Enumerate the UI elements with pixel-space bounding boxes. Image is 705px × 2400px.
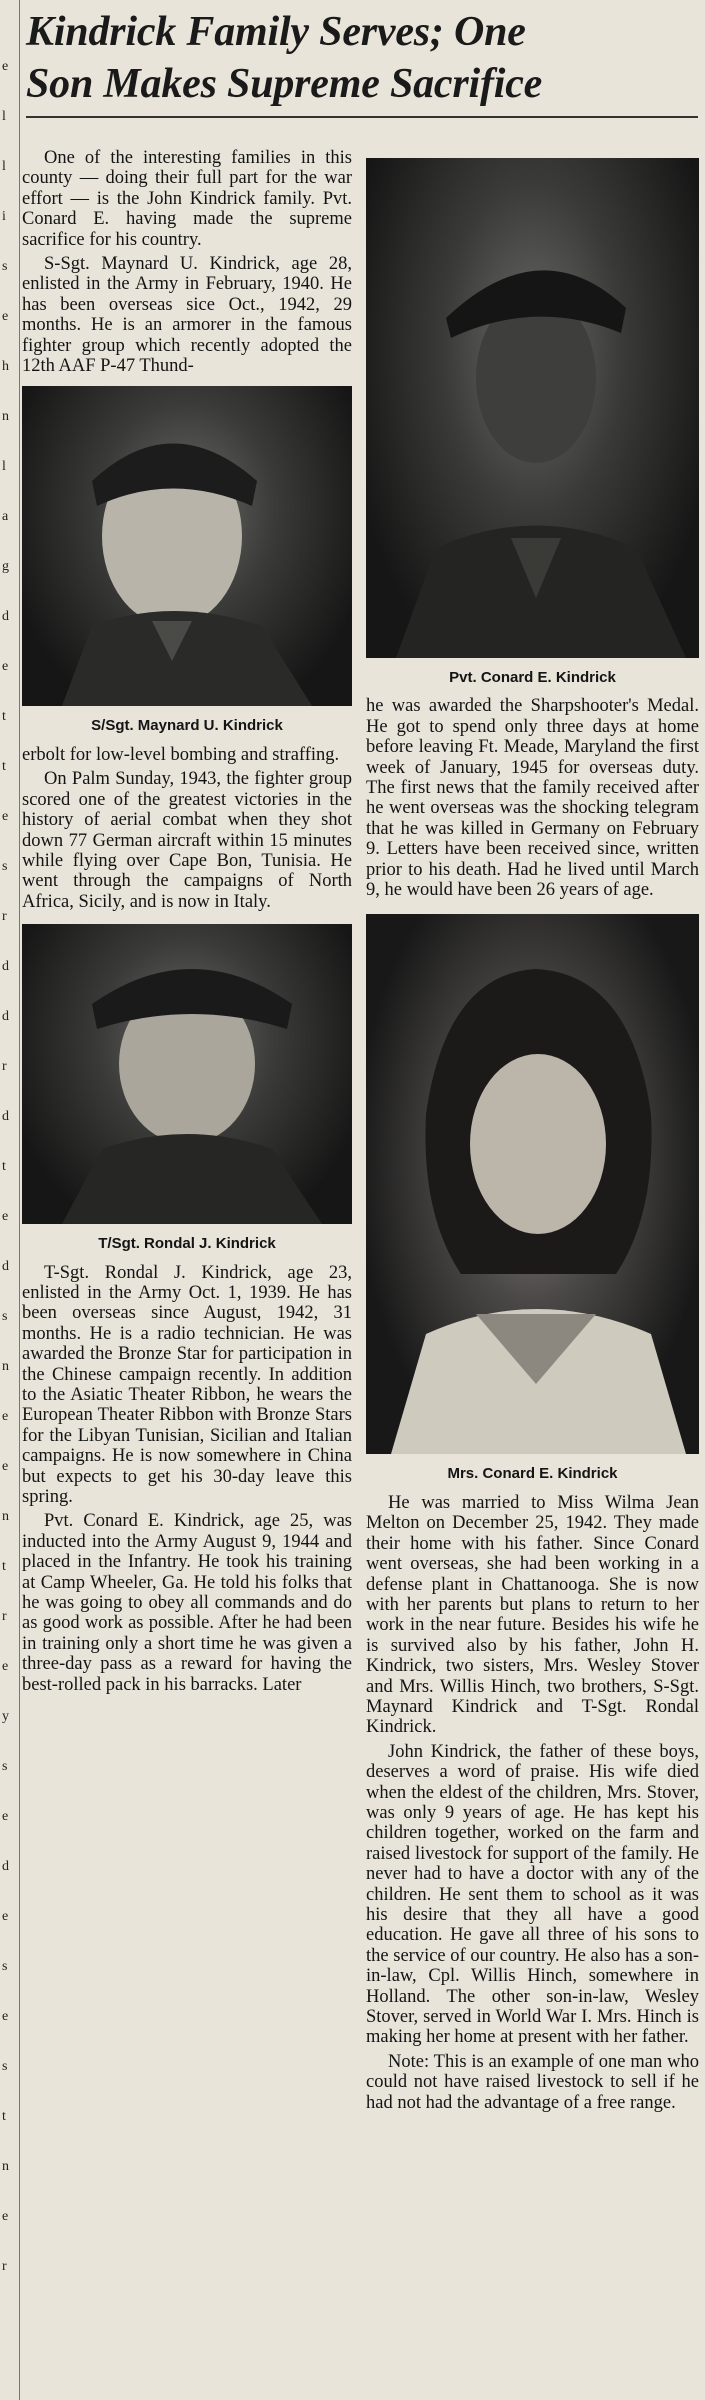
article-paragraph: He was married to Miss Wilma Jean Melton on December 25, 1942. They made their home with his father. Since Conard went overseas, she had been working in a defense plant in Chattanooga. She is now with her parents but plans to return to her work in the near future. Besides his wife he is survived also by his father, John H. Kindrick, two sisters, Mrs. Wesley Stover and Mrs. Willis Hinch, two brothers, S-Sgt. Maynard Kindrick and T-Sgt. Rondal Kindrick.: [366, 1492, 699, 1738]
article-paragraph: On Palm Sunday, 1943, the fighter group scored one of the greatest victories in the history of aerial combat when they shot down 77 German aircraft within 15 minutes while flying over Cape Bon, Tunisia. He went through the campaigns of North Africa, Sicily, and is now in Italy.: [22, 769, 352, 912]
edge-fragment: t: [2, 759, 6, 774]
edge-fragment: n: [2, 1509, 9, 1524]
photo-caption: T/Sgt. Rondal J. Kindrick: [98, 1235, 276, 1253]
edge-fragment: g: [2, 559, 9, 574]
edge-fragment: d: [2, 1259, 9, 1274]
portrait-figure: [366, 158, 699, 658]
article-paragraph: John Kindrick, the father of these boys, deserves a word of praise. His wife died when the eldest of the children, Mrs. Stover, was only 9 years of age. He has kept his children together, worked on the farm and raised livestock for support of the family. He never had to have a doctor with any of the children. He sent them to school as it was his desire that they all have a good education. He gave all three of his sons to the service of our country. He also has a son-in-law, Cpl. Willis Hinch, somewhere in Holland. The other son-in-law, Wesley Stover, served in World War I. Mrs. Hinch is making her home at present with her father.: [366, 1741, 699, 2048]
rondal-portrait: [22, 924, 352, 1224]
wife-portrait: [366, 914, 699, 1454]
edge-fragment: e: [2, 1659, 9, 1674]
edge-fragment: d: [2, 1109, 9, 1124]
edge-fragment: s: [2, 2059, 8, 2074]
edge-fragment: e: [2, 1209, 9, 1224]
edge-fragment: t: [2, 1159, 6, 1174]
edge-fragment: n: [2, 409, 9, 424]
article-paragraph: erbolt for low-level bombing and straffing.: [22, 744, 340, 765]
edge-fragment: r: [2, 1059, 7, 1074]
edge-fragment: e: [2, 2209, 9, 2224]
edge-fragment: r: [2, 909, 7, 924]
edge-fragment: e: [2, 809, 9, 824]
edge-fragment: s: [2, 1759, 8, 1774]
edge-fragment: l: [2, 459, 6, 474]
edge-fragment: i: [2, 209, 6, 224]
article-paragraph: Note: This is an example of one man who could not have raised livestock to sell if he had not had the advantage of a free range.: [366, 2051, 699, 2113]
edge-fragment: e: [2, 2009, 9, 2024]
article-paragraph: he was awarded the Sharpshooter's Medal. He got to spend only three days at home before leaving Ft. Meade, Maryland the first week of January, 1945 for overseas duty. The first news that the family received after he went overseas was the shocking telegram that he was killed in Germany on February 9. Letters have been received since, written prior to his death. Had he lived until March 9, he would have been 26 years of age.: [366, 696, 699, 901]
edge-fragment: e: [2, 1409, 9, 1424]
edge-fragment: n: [2, 2159, 9, 2174]
edge-fragment: s: [2, 1959, 8, 1974]
article-paragraph: Pvt. Conard E. Kindrick, age 25, was inducted into the Army August 9, 1944 and placed in the Infantry. He took his training at Camp Wheeler, Ga. He told his folks that he was going to obey all commands and do as good work as possible. After he had been in training only a short time he was given a three-day pass as a reward for having the best-rolled pack in his barracks. Later: [22, 1511, 352, 1695]
article-paragraph: T-Sgt. Rondal J. Kindrick, age 23, enlisted in the Army Oct. 1, 1939. He has been overseas since August, 1942, 31 months. He is a radio technician. He was awarded the Bronze Star for participation in the Chinese campaign recently. In addition to the Asiatic Theater Ribbon, he wears the European Theater Ribbon with Bronze Stars for the Libyan Tunisian, Sicilian and Italian campaigns. He is now somewhere in China but expects to get his 30-day leave this spring.: [22, 1262, 352, 1507]
edge-fragment: r: [2, 2259, 7, 2274]
conard-portrait: [366, 158, 699, 658]
headline-line-1: Kindrick Family Serves; One: [26, 9, 526, 55]
photo-caption: Mrs. Conard E. Kindrick: [447, 1465, 618, 1483]
edge-fragment: s: [2, 259, 8, 274]
edge-fragment: d: [2, 1859, 9, 1874]
edge-fragment: n: [2, 1359, 9, 1374]
edge-fragment: d: [2, 609, 9, 624]
edge-fragment: r: [2, 1609, 7, 1624]
edge-fragment: s: [2, 859, 8, 874]
edge-fragment: l: [2, 109, 6, 124]
edge-fragment: t: [2, 709, 6, 724]
edge-fragment: l: [2, 159, 6, 174]
maynard-portrait: [22, 386, 352, 706]
edge-fragment: h: [2, 359, 9, 374]
headline-line-2: Son Makes Supreme Sacrifice: [26, 61, 543, 107]
edge-fragment: d: [2, 1009, 9, 1024]
portrait-figure: [22, 386, 352, 706]
edge-fragment: t: [2, 2109, 6, 2124]
article-paragraph: S-Sgt. Maynard U. Kindrick, age 28, enlisted in the Army in February, 1940. He has been overseas sice Oct., 1942, 29 months. He is an armorer in the famous fighter group which recently adopted the 12th AAF P-47 Thund-: [22, 254, 352, 377]
edge-fragment: s: [2, 1309, 8, 1324]
edge-fragment: a: [2, 509, 9, 524]
adjacent-column-edge: [0, 0, 20, 2400]
edge-fragment: e: [2, 1459, 9, 1474]
right-column: [366, 158, 699, 2117]
edge-fragment: e: [2, 59, 9, 74]
photo-caption: Pvt. Conard E. Kindrick: [449, 669, 616, 686]
edge-fragment: e: [2, 1809, 9, 1824]
edge-fragment: e: [2, 659, 9, 674]
photo-caption: S/Sgt. Maynard U. Kindrick: [91, 717, 283, 735]
edge-fragment: d: [2, 959, 9, 974]
headline: [26, 0, 698, 118]
portrait-figure: [366, 914, 699, 1454]
edge-fragment: e: [2, 1909, 9, 1924]
portrait-figure: [22, 924, 352, 1224]
article-paragraph: One of the interesting families in this county — doing their full part for the war effort — is the John Kindrick family. Pvt. Conard E. having made the supreme sacrifice for his country.: [22, 148, 352, 250]
edge-fragment: t: [2, 1559, 6, 1574]
edge-fragment: y: [2, 1709, 9, 1724]
left-column: [22, 148, 352, 1699]
edge-fragment: e: [2, 309, 9, 324]
